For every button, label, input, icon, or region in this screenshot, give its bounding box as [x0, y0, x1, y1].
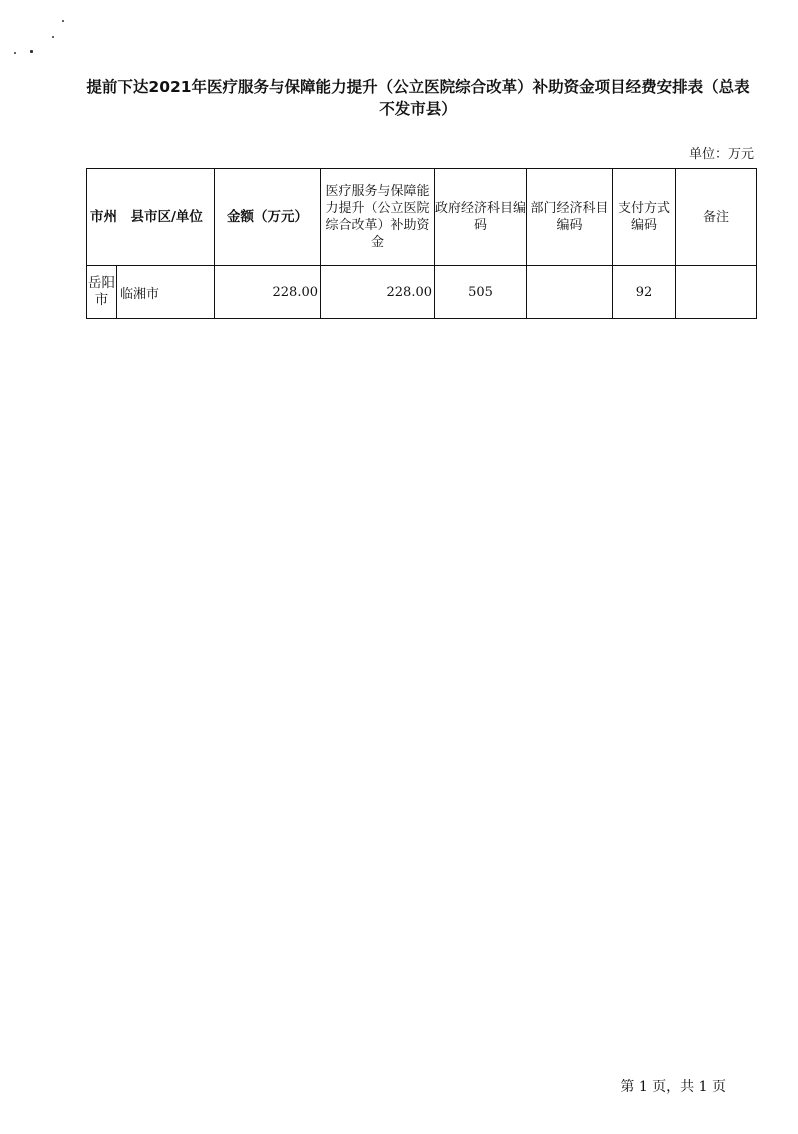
page-footer: 第 1 页，共 1 页 — [620, 1079, 726, 1095]
header-fund: 医疗服务与保障能力提升（公立医院综合改革）补助资金 — [321, 169, 435, 266]
header-city-county: 市州 县市区/单位 — [87, 169, 215, 266]
cell-remarks — [676, 266, 757, 319]
cell-amount: 228.00 — [215, 266, 321, 319]
cell-city: 岳阳市 — [87, 266, 117, 319]
scan-speck — [14, 52, 16, 54]
header-payment-code: 支付方式编码 — [613, 169, 676, 266]
cell-fund: 228.00 — [321, 266, 435, 319]
cell-gov-econ-code: 505 — [435, 266, 527, 319]
cell-payment-code: 92 — [613, 266, 676, 319]
header-remarks: 备注 — [676, 169, 757, 266]
header-amount: 金额（万元） — [215, 169, 321, 266]
cell-dept-econ-code — [527, 266, 613, 319]
scan-speck — [52, 36, 54, 38]
header-dept-econ-code: 部门经济科目编码 — [527, 169, 613, 266]
scan-speck — [62, 20, 64, 22]
scan-speck — [30, 50, 33, 53]
table-header-row — [87, 169, 757, 266]
header-gov-econ-code: 政府经济科目编码 — [435, 169, 527, 266]
funding-table — [86, 168, 757, 319]
cell-county: 临湘市 — [117, 266, 215, 319]
unit-label: 单位：万元 — [688, 147, 754, 162]
document-title: 提前下达2021年医疗服务与保障能力提升（公立医院综合改革）补助资金项目经费安排表（总表不发市县） — [86, 78, 750, 118]
table-row — [87, 266, 757, 319]
